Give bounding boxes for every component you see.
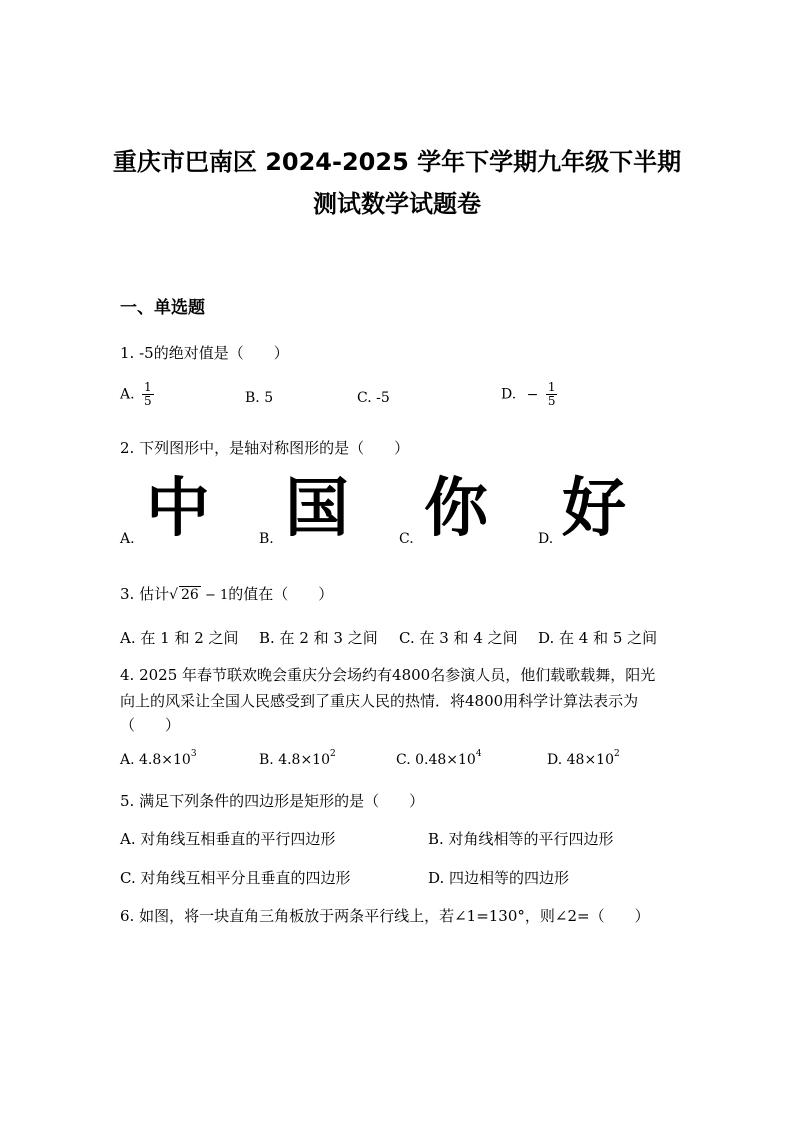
option-text: A. 4.8×10: [120, 752, 191, 768]
exponent: 4: [475, 749, 482, 759]
question-5-stem: 5. 满足下列条件的四边形是矩形的是（ ）: [120, 792, 425, 810]
option-label: D.: [501, 386, 517, 403]
exponent: 2: [330, 749, 336, 759]
question-2-option-c-character: 你: [424, 472, 488, 546]
page-title-line1: 重庆市巴南区 2024-2025 学年下学期九年级下半期: [112, 148, 682, 176]
question-2-option-a-character: 中: [146, 472, 210, 546]
radicand: 26: [181, 587, 199, 603]
minus-sign: −: [526, 386, 539, 403]
question-4-line-1: 4. 2025 年春节联欢晚会重庆分会场约有4800名参演人员，他们载歌载舞，阳光: [120, 666, 656, 684]
question-3-stem-start: 3. 估计: [120, 585, 170, 603]
question-3-stem: [120, 583, 333, 604]
question-4-line-2: 向上的风采让全国人民感受到了重庆人民的热情．将4800用科学计算法表示为: [120, 692, 639, 710]
fraction-numerator: 1: [547, 380, 556, 394]
question-2-option-d-character: 好: [562, 472, 626, 546]
question-1-option-a: [120, 381, 154, 408]
question-2-option-d-label: D.: [538, 531, 554, 547]
exponent: 2: [614, 749, 620, 759]
question-2-option-c-label: C.: [399, 531, 414, 547]
fraction: [142, 381, 154, 408]
option-label: A.: [120, 386, 135, 403]
question-5-option-a: A. 对角线互相垂直的平行四边形: [120, 830, 336, 848]
page-title-line2: 测试数学试题卷: [313, 190, 481, 218]
exponent: 3: [190, 749, 197, 759]
option-text: B. 4.8×10: [259, 752, 330, 768]
question-3-option-d: D. 在 4 和 5 之间: [538, 629, 658, 647]
question-1-option-b: B. 5: [245, 390, 274, 406]
question-6-stem: 6. 如图，将一块直角三角板放于两条平行线上，若∠1=130°，则∠2=（ ）: [120, 907, 650, 925]
fraction: [546, 381, 558, 408]
section-heading: 一、单选题: [120, 298, 205, 318]
question-2-option-b-character: 国: [285, 472, 349, 546]
option-text: D. 48×10: [547, 752, 614, 768]
question-2-stem: 2. 下列图形中，是轴对称图形的是（ ）: [120, 439, 410, 457]
question-5-option-b: B. 对角线相等的平行四边形: [428, 830, 614, 848]
question-4-line-3: （ ）: [120, 716, 181, 734]
question-1-stem: 1. -5的绝对值是（ ）: [120, 344, 289, 362]
question-2-option-a-label: A.: [120, 531, 135, 547]
question-4-option-a: [120, 749, 197, 768]
fraction-denominator: 5: [547, 394, 556, 408]
question-1-option-c: C. -5: [357, 390, 390, 406]
question-1-option-d: [501, 381, 557, 408]
question-2-option-b-label: B.: [259, 531, 274, 547]
option-text: C. 0.48×10: [396, 752, 476, 768]
radical-sign-icon: √: [169, 587, 179, 603]
question-3-option-a: A. 在 1 和 2 之间: [120, 629, 239, 647]
fraction-numerator: 1: [144, 380, 152, 394]
question-3-option-b: B. 在 2 和 3 之间: [259, 629, 378, 647]
question-4-option-c: [396, 749, 482, 768]
question-3-stem-end: 的值在（ ）: [228, 585, 334, 603]
question-3-option-c: C. 在 3 和 4 之间: [399, 629, 518, 647]
question-5-option-d: D. 四边相等的四边形: [428, 869, 570, 887]
question-4-option-b: [259, 749, 336, 768]
question-5-option-c: C. 对角线互相平分且垂直的四边形: [120, 869, 351, 887]
square-root: [169, 586, 201, 603]
question-4-option-d: [547, 749, 620, 768]
minus-one: − 1: [200, 588, 229, 603]
fraction-denominator: 5: [144, 394, 152, 408]
